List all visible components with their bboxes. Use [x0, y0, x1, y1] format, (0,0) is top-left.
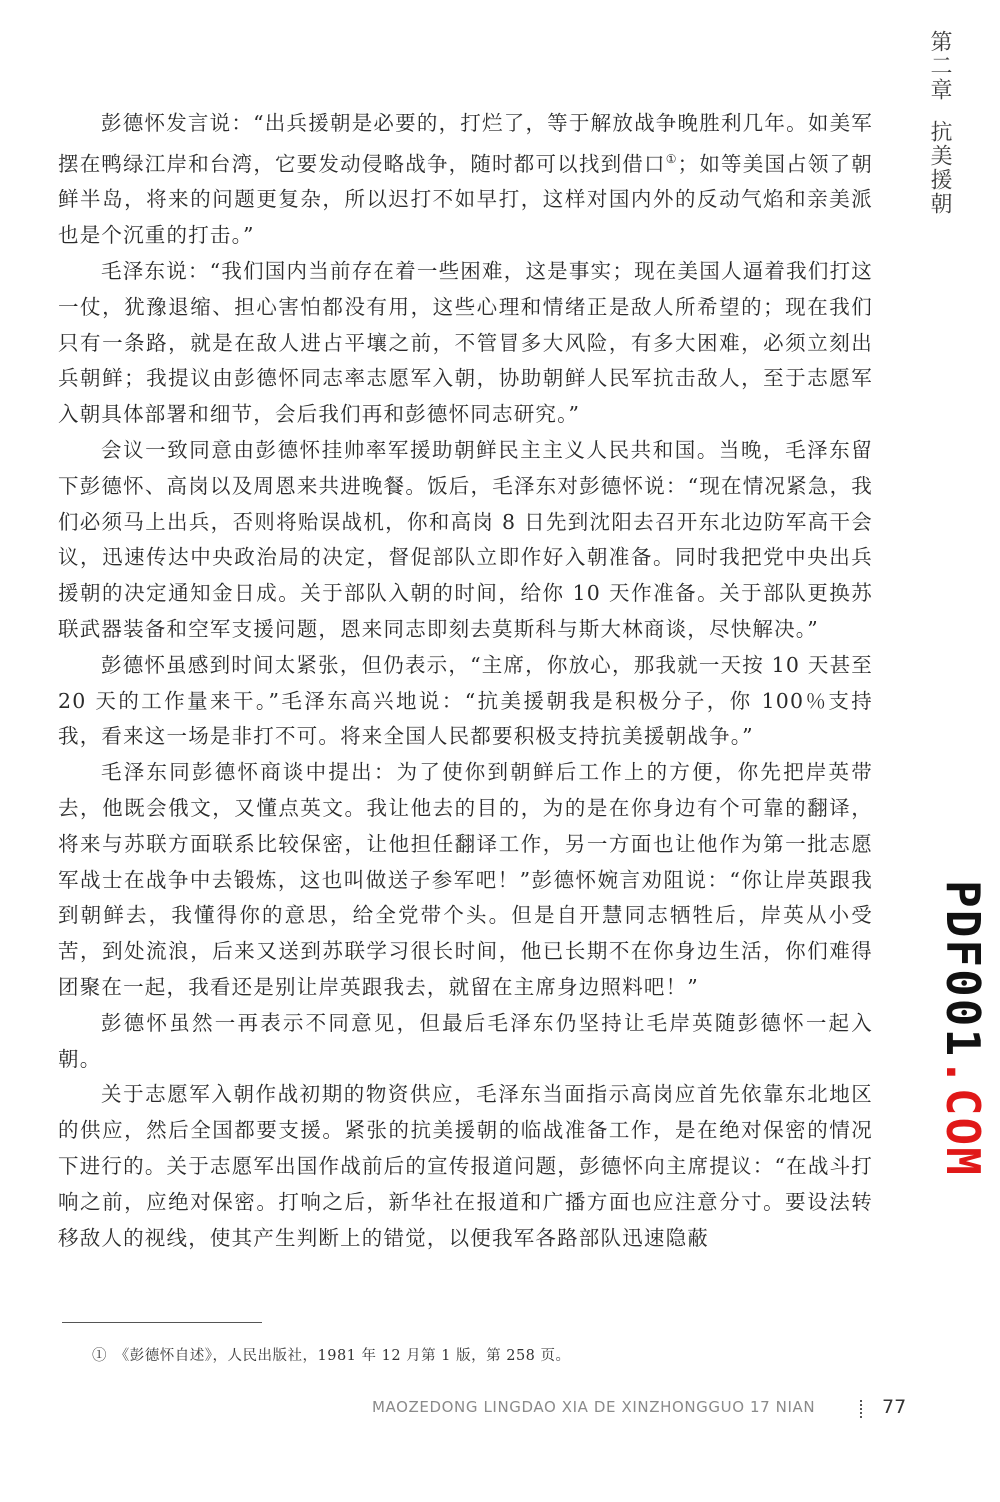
paragraph-7: 关于志愿军入朝作战初期的物资供应，毛泽东当面指示高岗应首先依靠东北地区的供应，然后全国都要支援。紧张的抗美援朝的临战准备工作，是在绝对保密的情况下进行的。关于志愿军出国作战前后的宣传报道问题，彭德怀向主席提议：“在战斗打响之前，应绝对保密。打响之后，新华社在报道和广播方面也应注意分寸。要设法转移敌人的视线，使其产生判断上的错觉，以便我军各路部队迅速隐蔽: [58, 1082, 873, 1250]
paragraph-5: 毛泽东同彭德怀商谈中提出：为了使你到朝鲜后工作上的方便，你先把岸英带去，他既会俄文，又懂点英文。我让他去的目的，为的是在你身边有个可靠的翻译，将来与苏联方面联系比较保密，让他担任翻译工作，另一方面也让他作为第一批志愿军战士在战争中去锻炼，这也叫做送子参军吧！”彭德怀婉言劝阻说：“你让岸英跟我到朝鲜去，我懂得你的意思，给全党带个头。但是自开慧同志牺牲后，岸英从小受苦，到处流浪，后来又送到苏联学习很长时间，他已长期不在你身边生活，你们难得团聚在一起，我看还是别让岸英跟我去，就留在主席身边照料吧！”: [58, 760, 873, 999]
paragraph-1-text: 彭德怀发言说：“出兵援朝是必要的，打烂了，等于解放战争晚胜利几年。如美军摆在鸭绿江岸和台湾，它要发动侵略战争，随时都可以找到借口: [58, 111, 873, 176]
paragraph-1: [58, 106, 873, 254]
paragraph-6: 彭德怀虽然一再表示不同意见，但最后毛泽东仍坚持让毛岸英随彭德怀一起入朝。: [58, 1010, 873, 1071]
watermark-main: PDF001: [936, 880, 990, 1059]
body-text: [58, 106, 873, 1256]
footer-separator: [860, 1400, 862, 1418]
footnote-ref[interactable]: ①: [665, 151, 678, 166]
chapter-number: 第二章: [927, 30, 952, 102]
paragraph-2: 毛泽东说：“我们国内当前存在着一些困难，这是事实；现在美国人逼着我们打这一仗，犹豫退缩、担心害怕都没有用，这些心理和情绪正是敌人所希望的；现在我们只有一条路，就是在敌人进占平壤之前，不管冒多大风险，有多大困难，必须立刻出兵朝鲜；我提议由彭德怀同志率志愿军入朝，协助朝鲜人民军抗击敌人，至于志愿军入朝具体部署和细节，会后我们再和彭德怀同志研究。”: [58, 259, 873, 427]
chapter-heading: [912, 30, 952, 216]
paragraph-3: 会议一致同意由彭德怀挂帅率军援助朝鲜民主主义人民共和国。当晚，毛泽东留下彭德怀、高岗以及周恩来共进晚餐。饭后，毛泽东对彭德怀说：“现在情况紧急，我们必须马上出兵，否则将贻误战机，你和高岗 8 日先到沈阳去召开东北边防军高干会议，迅速传达中央政治局的决定，督促部队立即作好入朝准备。同时我把党中央出兵援朝的决定通知金日成。关于部队入朝的时间，给你 10 天作准备。关于部队更换苏联武器装备和空军支援问题，恩来同志即刻去莫斯科与斯大林商谈，尽快解决。”: [58, 438, 873, 641]
page-number: 77: [882, 1396, 907, 1418]
footnote: ① 《彭德怀自述》，人民出版社，1981 年 12 月第 1 版，第 258 页。: [92, 1348, 571, 1364]
watermark-suffix: .COM: [936, 1058, 990, 1177]
paragraph-4: 彭德怀虽感到时间太紧张，但仍表示，“主席，你放心，那我就一天按 10 天甚至 20 天的工作量来干。”毛泽东高兴地说：“抗美援朝我是积极分子，你 100％支持我，看来这一场是非打不可。将来全国人民都要积极支持抗美援朝战争。”: [58, 652, 873, 749]
watermark: [930, 880, 990, 1177]
paragraph-1-text-after: ；如等美国占领了朝鲜半岛，将来的问题更复杂，所以迟打不如早打，这样对国内外的反动气焰和亲美派也是个沉重的打击。”: [58, 151, 873, 248]
chapter-title: 抗美援朝: [927, 120, 952, 216]
footnote-divider: [62, 1322, 262, 1323]
running-footer: MAOZEDONG LINGDAO XIA DE XINZHONGGUO 17 NIAN: [372, 1398, 816, 1416]
